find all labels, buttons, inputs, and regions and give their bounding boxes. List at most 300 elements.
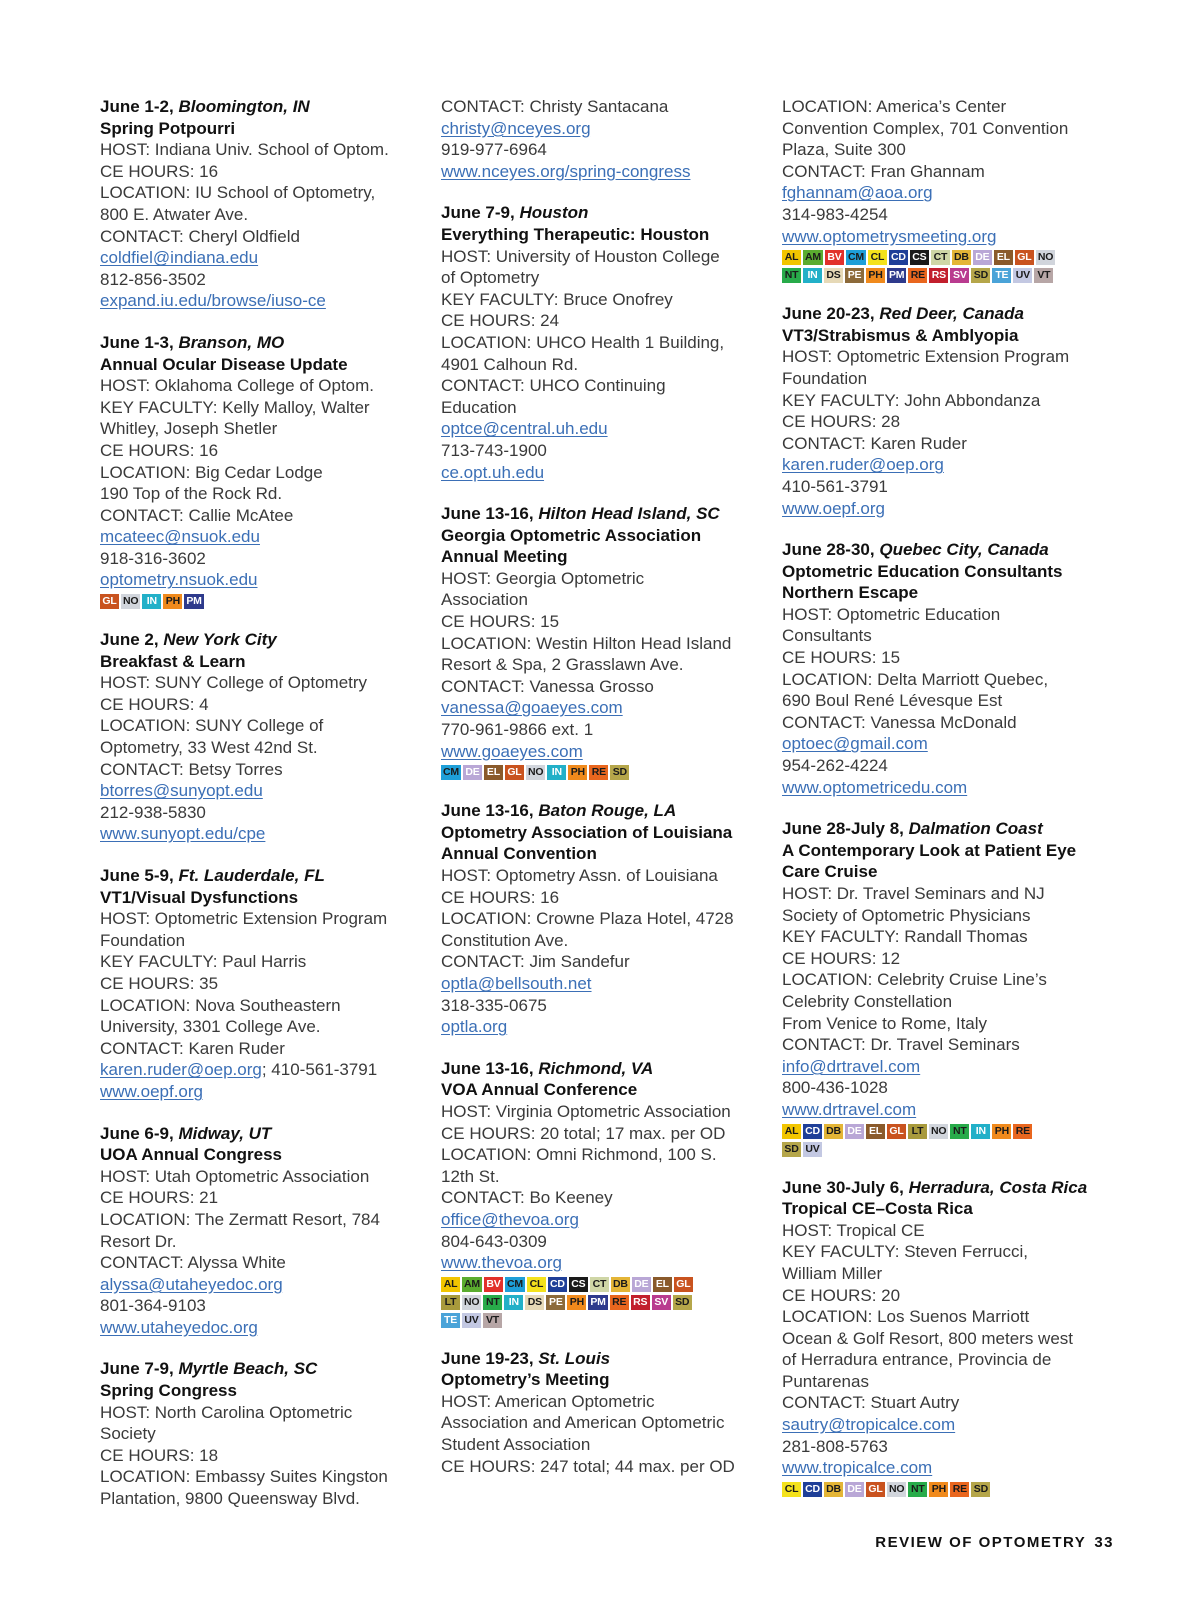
event-listing: [782, 818, 1112, 1156]
website-link[interactable]: www.oepf.org: [782, 498, 885, 518]
event-detail: CE HOURS: 15: [441, 612, 560, 632]
event-location: Midway, UT: [178, 1123, 272, 1143]
event-date-location: [100, 629, 410, 651]
email-link[interactable]: optce@central.uh.edu: [441, 419, 608, 439]
topic-tag-ph: PH: [992, 1124, 1011, 1139]
event-title: A Contemporary Look at Patient Eye: [782, 840, 1077, 860]
topic-tag-nt: NT: [950, 1124, 969, 1139]
topic-tag-no: NO: [931, 1124, 947, 1137]
event-title: Spring Congress: [100, 1381, 237, 1401]
event-title: Optometric Education Consultants: [782, 561, 1063, 581]
website-link[interactable]: www.optometrysmeeting.org: [782, 226, 997, 246]
event-detail: KEY FACULTY: Bruce Onofrey: [441, 289, 673, 309]
topic-tag-cl: CL: [868, 250, 887, 265]
event-detail: CONTACT: Stuart Autry: [782, 1393, 960, 1413]
event-listing: [441, 96, 751, 182]
topic-tag-lt: LT: [908, 1124, 927, 1139]
event-listing: [100, 629, 410, 845]
event-detail: Association and American Optometric: [441, 1413, 725, 1433]
event-listing: [441, 1058, 751, 1328]
contact-line: [782, 733, 1112, 755]
event-date: June 7-9,: [100, 1359, 174, 1379]
topic-tag-in: IN: [142, 594, 161, 609]
event-location: Herradura, Costa Rica: [908, 1177, 1088, 1197]
website-link[interactable]: www.oepf.org: [100, 1081, 203, 1101]
event-title: Tropical CE–Costa Rica: [782, 1199, 973, 1219]
event-title: Spring Potpourri: [100, 118, 236, 138]
contact-line: [100, 1081, 410, 1103]
event-detail: Society of Optometric Physicians: [782, 905, 1031, 925]
event-detail: 770-961-9866 ext. 1: [441, 720, 594, 740]
event-detail: HOST: Oklahoma College of Optom.: [100, 376, 375, 396]
topic-tag-al: AL: [782, 1124, 801, 1139]
event-detail: CE HOURS: 20: [782, 1285, 901, 1305]
topic-tag-sd: SD: [782, 1142, 801, 1157]
topic-tag-vt: VT: [483, 1313, 502, 1328]
email-link[interactable]: optla@bellsouth.net: [441, 973, 592, 993]
topic-tag-al: AL: [782, 250, 801, 265]
email-link[interactable]: coldfiel@indiana.edu: [100, 248, 259, 268]
event-date: June 30-July 6,: [782, 1177, 904, 1197]
topic-tag-db: DB: [824, 1124, 843, 1139]
event-detail: HOST: SUNY College of Optometry: [100, 673, 368, 693]
event-detail: From Venice to Rome, Italy: [782, 1013, 988, 1033]
event-location: Red Deer, Canada: [879, 304, 1024, 324]
event-detail: CONTACT: Jim Sandefur: [441, 952, 630, 972]
event-detail: HOST: Optometric Extension Program: [782, 347, 1070, 367]
contact-line: [782, 1414, 1112, 1436]
event-detail: CONTACT: Christy Santacana: [441, 97, 669, 116]
event-date: June 20-23,: [782, 304, 875, 324]
event-listing: [782, 96, 1112, 283]
event-location: St. Louis: [538, 1348, 611, 1368]
event-detail: Association: [441, 590, 528, 610]
event-date: June 7-9,: [441, 203, 515, 223]
topic-tag-nt: NT: [483, 1295, 502, 1310]
email-link[interactable]: mcateec@nsuok.edu: [100, 527, 260, 547]
event-detail: Convention Complex, 701 Convention: [782, 118, 1069, 138]
topic-tag-de: DE: [463, 765, 482, 780]
event-listing: [782, 1177, 1112, 1497]
email-link[interactable]: btorres@sunyopt.edu: [100, 781, 263, 801]
topic-tag-nt: NT: [908, 1482, 927, 1497]
event-detail: LOCATION: Delta Marriott Quebec,: [782, 669, 1049, 689]
topic-tag-row: [441, 1295, 751, 1310]
event-detail: CE HOURS: 20 total; 17 max. per OD: [441, 1123, 726, 1143]
event-detail: 12th St.: [441, 1166, 500, 1186]
contact-line: [782, 1056, 1112, 1078]
event-location: Baton Rouge, LA: [538, 801, 677, 821]
topic-tag-re: RE: [950, 1482, 969, 1497]
topic-tag-cd: CD: [889, 250, 908, 265]
event-detail: William Miller: [782, 1263, 883, 1283]
topic-tag-no: NO: [527, 766, 544, 779]
topic-tag-uv: UV: [1013, 268, 1032, 283]
event-location: Branson, MO: [178, 332, 285, 352]
event-listing: [100, 96, 410, 312]
event-location: Houston: [519, 203, 589, 223]
topic-tag-pm: PM: [889, 269, 905, 282]
event-detail: CONTACT: Cheryl Oldfield: [100, 226, 300, 246]
event-date: June 13-16,: [441, 1058, 534, 1078]
topic-tag-db: DB: [611, 1277, 630, 1292]
email-link[interactable]: christy@nceyes.org: [441, 118, 591, 138]
event-detail: CONTACT: Vanessa McDonald: [782, 712, 1017, 732]
event-date-location: [100, 865, 410, 887]
event-detail: LOCATION: Nova Southeastern: [100, 995, 341, 1015]
event-date-location: [100, 1358, 410, 1380]
topic-tag-al: AL: [441, 1277, 460, 1292]
event-detail: HOST: Utah Optometric Association: [100, 1166, 370, 1186]
event-date: June 13-16,: [441, 801, 534, 821]
page-footer: [875, 1534, 1114, 1551]
topic-tag-cm: CM: [506, 1277, 523, 1290]
topic-tag-bv: BV: [825, 250, 844, 265]
email-link[interactable]: karen.ruder@oep.org: [100, 1060, 262, 1080]
topic-tag-gl: GL: [866, 1482, 885, 1497]
event-detail: CONTACT: Karen Ruder: [100, 1038, 285, 1058]
event-detail: CE HOURS: 4: [100, 694, 209, 714]
event-location: New York City: [163, 630, 277, 650]
event-detail: HOST: Optometric Education: [782, 604, 1001, 624]
event-date-location: [441, 800, 751, 822]
topic-tag-rs: RS: [631, 1295, 650, 1310]
event-detail: 804-643-0309: [441, 1231, 547, 1251]
event-date: June 19-23,: [441, 1348, 534, 1368]
topic-tag-bv: BV: [484, 1277, 503, 1292]
email-link[interactable]: office@thevoa.org: [441, 1209, 579, 1229]
topic-tag-no: NO: [889, 1482, 905, 1495]
email-link[interactable]: karen.ruder@oep.org: [782, 455, 944, 475]
email-link[interactable]: vanessa@goaeyes.com: [441, 698, 623, 718]
email-link[interactable]: alyssa@utaheyedoc.org: [100, 1274, 283, 1294]
event-date-location: [782, 1177, 1112, 1199]
event-listing: [441, 800, 751, 1038]
event-detail: CE HOURS: 15: [782, 648, 901, 668]
event-detail: HOST: Dr. Travel Seminars and NJ: [782, 884, 1045, 903]
topic-tag-row: [782, 1124, 1112, 1139]
event-title: VT3/Strabismus & Amblyopia: [782, 325, 1019, 345]
email-link[interactable]: optoec@gmail.com: [782, 734, 928, 754]
phone-number: ; 410-561-3791: [261, 1060, 378, 1080]
event-listing: [441, 1348, 751, 1478]
event-location: Ft. Lauderdale, FL: [178, 866, 325, 885]
event-detail: Ocean & Golf Resort, 800 meters west: [782, 1328, 1074, 1348]
event-date-location: [100, 332, 410, 354]
event-detail: 801-364-9103: [100, 1296, 206, 1316]
topic-tag-el: EL: [866, 1124, 885, 1139]
contact-line: [441, 1016, 751, 1038]
event-title: VOA Annual Conference: [441, 1080, 638, 1100]
event-detail: CE HOURS: 247 total; 44 max. per OD: [441, 1456, 735, 1476]
website-link[interactable]: ce.opt.uh.edu: [441, 462, 545, 482]
event-detail: 190 Top of the Rock Rd.: [100, 484, 283, 504]
event-detail: 410-561-3791: [782, 476, 888, 496]
event-date: June 28-30,: [782, 540, 875, 560]
website-link[interactable]: www.drtravel.com: [782, 1099, 917, 1119]
event-detail: HOST: Georgia Optometric: [441, 568, 645, 588]
topic-tag-el: EL: [994, 250, 1013, 265]
topic-tag-nt: NT: [782, 268, 801, 283]
event-detail: Resort & Spa, 2 Grasslawn Ave.: [441, 655, 684, 675]
website-link[interactable]: www.utaheyedoc.org: [100, 1317, 258, 1337]
event-detail: LOCATION: IU School of Optometry,: [100, 183, 376, 203]
website-link[interactable]: expand.iu.edu/browse/iuso-ce: [100, 291, 326, 311]
event-detail: KEY FACULTY: John Abbondanza: [782, 390, 1041, 410]
event-detail: CE HOURS: 28: [782, 412, 901, 432]
event-detail: 954-262-4224: [782, 756, 888, 776]
event-title: Optometry’s Meeting: [441, 1370, 610, 1390]
website-link[interactable]: www.sunyopt.edu/cpe: [100, 824, 266, 844]
topic-tag-gl: GL: [505, 765, 524, 780]
event-detail: CONTACT: Dr. Travel Seminars: [782, 1035, 1020, 1055]
topic-tag-cl: CL: [527, 1277, 546, 1292]
event-title: Georgia Optometric Association: [441, 525, 702, 545]
contact-line: [782, 226, 1112, 248]
topic-tag-el: EL: [484, 765, 503, 780]
topic-tag-sd: SD: [971, 268, 990, 283]
event-date-location: [441, 202, 751, 224]
event-detail: Puntarenas: [782, 1371, 869, 1391]
topic-tag-ph: PH: [929, 1482, 948, 1497]
topic-tag-sv: SV: [652, 1295, 671, 1310]
event-location: Myrtle Beach, SC: [178, 1359, 318, 1379]
event-detail: 918-316-3602: [100, 548, 206, 568]
event-detail: HOST: Indiana Univ. School of Optom.: [100, 140, 389, 160]
event-detail: LOCATION: Celebrity Cruise Line’s: [782, 970, 1047, 990]
website-link[interactable]: www.tropicalce.com: [782, 1458, 933, 1478]
contact-line: [441, 697, 751, 719]
event-date-location: [441, 503, 751, 525]
event-detail: HOST: Virginia Optometric Association: [441, 1101, 731, 1121]
contact-line: [441, 973, 751, 995]
event-detail: 919-977-6964: [441, 140, 547, 160]
event-listing: [100, 865, 410, 1103]
event-detail: KEY FACULTY: Paul Harris: [100, 952, 307, 972]
contact-line: [100, 1059, 410, 1081]
topic-tag-ph: PH: [866, 268, 885, 283]
event-detail: LOCATION: SUNY College of: [100, 716, 324, 736]
event-detail: LOCATION: Omni Richmond, 100 S.: [441, 1145, 717, 1165]
event-detail: Constitution Ave.: [441, 930, 569, 950]
topic-tag-sd: SD: [610, 765, 629, 780]
topic-tag-no: NO: [1037, 251, 1054, 264]
event-detail: CE HOURS: 21: [100, 1188, 219, 1208]
event-date: June 1-3,: [100, 332, 174, 352]
topic-tag-cd: CD: [803, 1124, 822, 1139]
topic-tag-re: RE: [589, 765, 608, 780]
event-date: June 6-9,: [100, 1123, 174, 1143]
event-detail: Celebrity Constellation: [782, 991, 953, 1011]
event-detail: Foundation: [782, 368, 868, 388]
event-date-location: [441, 1348, 751, 1370]
website-link[interactable]: www.goaeyes.com: [441, 741, 583, 761]
event-detail: CE HOURS: 12: [782, 948, 901, 968]
event-detail: 281-808-5763: [782, 1436, 888, 1456]
topic-tag-in: IN: [547, 765, 566, 780]
event-title: Annual Ocular Disease Update: [100, 354, 348, 374]
contact-line: [441, 118, 751, 140]
event-listing: [782, 303, 1112, 519]
topic-tag-uv: UV: [803, 1142, 822, 1157]
contact-line: [100, 290, 410, 312]
event-detail: CONTACT: UHCO Continuing: [441, 376, 666, 396]
publication-name: REVIEW OF OPTOMETRY: [875, 1534, 1087, 1551]
event-detail: University, 3301 College Ave.: [100, 1017, 321, 1037]
contact-line: [441, 1252, 751, 1274]
event-title: Care Cruise: [782, 862, 878, 882]
event-detail: Resort Dr.: [100, 1231, 177, 1251]
event-listing: [100, 1123, 410, 1339]
topic-tag-row: [782, 1482, 1112, 1497]
event-location: Quebec City, Canada: [879, 540, 1049, 560]
contact-line: [100, 569, 410, 591]
event-detail: Foundation: [100, 930, 186, 950]
contact-line: [100, 780, 410, 802]
event-detail: of Optometry: [441, 268, 540, 288]
event-date: June 13-16,: [441, 504, 534, 524]
event-listing: [441, 202, 751, 483]
event-detail: Consultants: [782, 626, 872, 646]
topic-tag-ct: CT: [590, 1277, 609, 1292]
event-detail: LOCATION: Los Suenos Marriott: [782, 1307, 1030, 1327]
topic-tag-el: EL: [653, 1277, 672, 1292]
email-link[interactable]: fghannam@aoa.org: [782, 183, 933, 203]
topic-tag-ds: DS: [525, 1295, 544, 1310]
event-detail: CONTACT: Callie McAtee: [100, 505, 294, 525]
event-detail: CE HOURS: 18: [100, 1445, 219, 1465]
topic-tag-gl: GL: [1015, 250, 1034, 265]
website-link[interactable]: www.thevoa.org: [441, 1253, 562, 1273]
contact-line: [782, 454, 1112, 476]
event-detail: 812-856-3502: [100, 269, 206, 289]
event-detail: LOCATION: Big Cedar Lodge: [100, 462, 323, 482]
topic-tag-db: DB: [952, 250, 971, 265]
column-right: [782, 96, 1112, 1517]
topic-tag-ph: PH: [163, 594, 182, 609]
event-title: Breakfast & Learn: [100, 651, 246, 671]
event-detail: CONTACT: Vanessa Grosso: [441, 676, 654, 696]
event-detail: of Herradura entrance, Provincia de: [782, 1350, 1052, 1370]
event-detail: HOST: North Carolina Optometric: [100, 1402, 353, 1422]
contact-line: [782, 182, 1112, 204]
event-detail: KEY FACULTY: Kelly Malloy, Walter: [100, 397, 370, 417]
topic-tag-row: [782, 268, 1112, 283]
topic-tag-in: IN: [504, 1295, 523, 1310]
event-detail: HOST: Optometric Extension Program: [100, 909, 388, 929]
contact-line: [100, 823, 410, 845]
event-detail: Education: [441, 397, 517, 417]
event-detail: Society: [100, 1424, 156, 1444]
topic-tag-de: DE: [845, 1482, 864, 1497]
event-detail: CE HOURS: 16: [441, 887, 560, 907]
event-detail: 212-938-5830: [100, 802, 206, 822]
contact-line: [441, 741, 751, 763]
contact-line: [782, 1457, 1112, 1479]
topic-tag-sv: SV: [950, 268, 969, 283]
topic-tag-pe: PE: [845, 268, 864, 283]
event-detail: 314-983-4254: [782, 204, 888, 224]
contact-line: [441, 1209, 751, 1231]
topic-tag-sd: SD: [673, 1295, 692, 1310]
event-detail: Optometry, 33 West 42nd St.: [100, 738, 318, 758]
event-location: Richmond, VA: [538, 1058, 654, 1078]
event-listing: [782, 539, 1112, 798]
event-detail: Student Association: [441, 1435, 591, 1455]
topic-tag-ph: PH: [568, 765, 587, 780]
topic-tag-cm: CM: [443, 766, 459, 779]
event-location: Dalmation Coast: [908, 819, 1043, 839]
event-detail: HOST: University of Houston College: [441, 246, 720, 266]
event-detail: CONTACT: Karen Ruder: [782, 433, 967, 453]
email-link[interactable]: info@drtravel.com: [782, 1056, 921, 1076]
topic-tag-vt: VT: [1034, 268, 1053, 283]
website-link[interactable]: www.nceyes.org/spring-congress: [441, 161, 691, 181]
topic-tag-db: DB: [824, 1482, 843, 1497]
event-detail: 4901 Calhoun Rd.: [441, 354, 579, 374]
event-detail: HOST: Optometry Assn. of Louisiana: [441, 866, 718, 885]
event-date: June 28-July 8,: [782, 819, 904, 839]
topic-tag-cm: CM: [847, 251, 864, 264]
topic-tag-row: [441, 1277, 751, 1292]
event-date-location: [782, 303, 1112, 325]
contact-line: [782, 1099, 1112, 1121]
website-link[interactable]: optla.org: [441, 1017, 508, 1037]
event-date-location: [441, 1058, 751, 1080]
column-middle: [441, 96, 751, 1497]
event-title: UOA Annual Congress: [100, 1145, 282, 1165]
contact-line: [782, 498, 1112, 520]
event-detail: 800 E. Atwater Ave.: [100, 204, 249, 224]
event-detail: KEY FACULTY: Steven Ferrucci,: [782, 1242, 1028, 1262]
topic-tag-am: AM: [805, 251, 821, 264]
topic-tag-re: RE: [908, 268, 927, 283]
event-detail: LOCATION: Westin Hilton Head Island: [441, 633, 732, 653]
contact-line: [100, 526, 410, 548]
contact-line: [441, 161, 751, 183]
website-link[interactable]: www.optometricedu.com: [782, 777, 968, 797]
topic-tag-lt: LT: [441, 1295, 460, 1310]
event-detail: LOCATION: The Zermatt Resort, 784: [100, 1209, 380, 1229]
topic-tag-ct: CT: [931, 250, 950, 265]
event-detail: KEY FACULTY: Randall Thomas: [782, 927, 1028, 947]
event-detail: CE HOURS: 16: [100, 440, 219, 460]
topic-tag-re: RE: [1013, 1124, 1032, 1139]
page-number: 33: [1094, 1534, 1114, 1551]
contact-line: [782, 777, 1112, 799]
event-date: June 2,: [100, 630, 159, 650]
event-detail: CONTACT: Alyssa White: [100, 1253, 286, 1273]
topic-tag-row: [441, 765, 751, 780]
event-date: June 1-2,: [100, 97, 174, 116]
topic-tag-no: NO: [464, 1295, 480, 1308]
topic-tag-de: DE: [845, 1124, 864, 1139]
topic-tag-re: RE: [610, 1295, 629, 1310]
event-location: Hilton Head Island, SC: [538, 504, 720, 524]
event-date-location: [782, 818, 1112, 840]
event-detail: HOST: Tropical CE: [782, 1220, 925, 1240]
event-detail: Whitley, Joseph Shetler: [100, 419, 278, 439]
email-link[interactable]: sautry@tropicalce.com: [782, 1415, 956, 1435]
topic-tag-uv: UV: [462, 1313, 481, 1328]
topic-tag-te: TE: [441, 1313, 460, 1328]
topic-tag-in: IN: [803, 268, 822, 283]
event-detail: LOCATION: America’s Center: [782, 97, 1007, 116]
event-listing: [100, 1358, 410, 1509]
website-link[interactable]: optometry.nsuok.edu: [100, 570, 258, 590]
contact-line: [441, 462, 751, 484]
event-detail: CONTACT: Fran Ghannam: [782, 161, 985, 181]
